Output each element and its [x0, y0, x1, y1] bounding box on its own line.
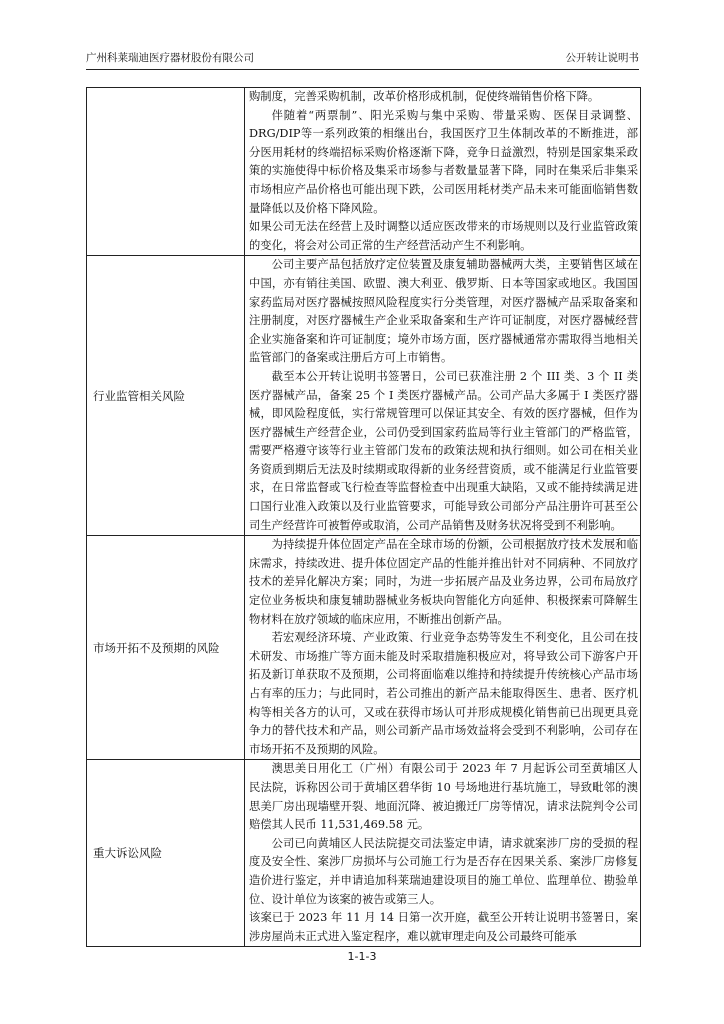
table-row — [87, 256, 641, 536]
paragraph: 伴随着“两票制”、阳光采购与集中采购、带量采购、医保目录调整、DRG/DIP等一系列政策的相继出台，我国医疗卫生体制改革的不断推进，部分医用耗材的终端招标采购价格逐渐下降，竞争日益激烈，特别是国家集采政策的实施使得中标价格及集采市场参与者数量显著下降，同时在集采后非集采市场相应产品价格也可能出现下跌，公司医用耗材类产品未来可能面临销售数量降低以及价格下降风险。 — [249, 108, 638, 215]
table-row — [87, 536, 641, 760]
paragraph: 若宏观经济环境、产业政策、行业竞争态势等发生不利变化，且公司在技术研发、市场推广等方面未能及时采取措施积极应对，将导致公司下游客户开拓及新订单获取不及预期，公司将面临难以维持和持续提升传统核心产品市场占有率的压力；与此同时，若公司推出的新产品未能取得医生、患者、医疗机构等相关各方的认可，又或在获得市场认可并形成规模化销售前已出现更具竞争力的替代技术和产品，则公司新产品市场效益将会受到不利影响，公司存在市场开拓不及预期的风险。 — [249, 631, 638, 756]
paragraph: 公司主要产品包括放疗定位装置及康复辅助器械两大类，主要销售区域在中国，亦有销往美国、欧盟、澳大利亚、俄罗斯、日本等国家或地区。我国国家药监局对医疗器械按照风险程度实行分类管理，对医疗器械产品采取备案和注册制度，对医疗器械生产企业采取备案和生产许可证制度，对医疗器械经营企业实施备案和许可证制度；境外市场方面，医疗器械通常亦需取得当地相关监管部门的备案或注册后方可上市销售。 — [249, 258, 638, 365]
table-row — [87, 88, 641, 256]
risk-label: 市场开拓不及预期的风险 — [87, 536, 245, 760]
risk-label — [87, 88, 245, 256]
risk-label: 行业监管相关风险 — [87, 256, 245, 536]
paragraph: 该案已于 2023 年 11 月 14 日第一次开庭，截至公开转让说明书签署日，案涉房屋尚未正式进入鉴定程序，难以就审理走向及公司最终可能承 — [249, 911, 638, 943]
company-name: 广州科莱瑞迪医疗器材股份有限公司 — [86, 52, 254, 64]
paragraph: 如果公司无法在经营上及时调整以适应医改带来的市场规则以及行业监管政策的变化，将会对公司正常的生产经营活动产生不利影响。 — [249, 220, 638, 252]
risk-label: 重大诉讼风险 — [87, 760, 245, 947]
risk-description — [245, 536, 641, 760]
paragraph: 购制度，完善采购机制，改革价格形成机制，促使终端销售价格下降。 — [249, 90, 600, 103]
paragraph: 公司已向黄埔区人民法院提交司法鉴定申请，请求就案涉厂房的受损的程度及安全性、案涉厂房损坏与公司施工行为是否存在因果关系、案涉厂房修复造价进行鉴定，并申请追加科莱瑞迪建设项目的施工单位、监理单位、勘验单位、设计单位为该案的被告或第三人。 — [249, 836, 638, 906]
risk-description — [245, 256, 641, 536]
risk-description — [245, 760, 641, 947]
header-divider — [86, 69, 639, 70]
paragraph: 为持续提升体位固定产品在全球市场的份额，公司根据放疗技术发展和临床需求，持续改进、提升体位固定产品的性能并推出针对不同病种、不同放疗技术的差异化解决方案；同时，为进一步拓展产品及业务边界，公司布局放疗定位业务板块和康复辅助器械业务板块向智能化方向延伸、积极探索可降解生物材料在放疗领域的临床应用，不断推出创新产品。 — [249, 538, 638, 626]
page-number: 1-1-3 — [347, 950, 377, 963]
page-header — [86, 50, 639, 66]
table-row — [87, 760, 641, 947]
risk-table — [86, 87, 641, 947]
paragraph: 澳思美日用化工（广州）有限公司于 2023 年 7 月起诉公司至黄埔区人民法院，诉称因公司于黄埔区碧华街 10 号场地进行基坑施工，导致毗邻的澳思美厂房出现墙壁开裂、地面沉降、被迫搬迁厂房等情况，请求法院判令公司赔偿其人民币 11,531,469.58 元。 — [249, 762, 638, 832]
document-type: 公开转让说明书 — [565, 52, 639, 64]
paragraph: 截至本公开转让说明书签署日，公司已获准注册 2 个 III 类、3 个 II 类医疗器械产品，备案 25 个 I 类医疗器械产品。公司产品大多属于 I 类医疗器械，即风险程度低，实行常规管理可以保证其安全、有效的医疗器械，但作为医疗器械生产经营企业，公司仍受到国家药监局等行业主管部门的严格监管，需要严格遵守该等行业主管部门发布的政策法规和执行细则。如公司在相关业务资质到期后无法及时续期或取得新的业务经营资质，或不能满足行业监管要求，在日常监督或飞行检查等监督检查中出现重大缺陷，又或不能持续满足进口国行业准入政策以及行业监管要求，可能导致公司部分产品注册许可甚至公司生产经营许可被暂停或取消，公司产品销售及财务状况将受到不利影响。 — [249, 369, 638, 532]
risk-description — [245, 88, 641, 256]
